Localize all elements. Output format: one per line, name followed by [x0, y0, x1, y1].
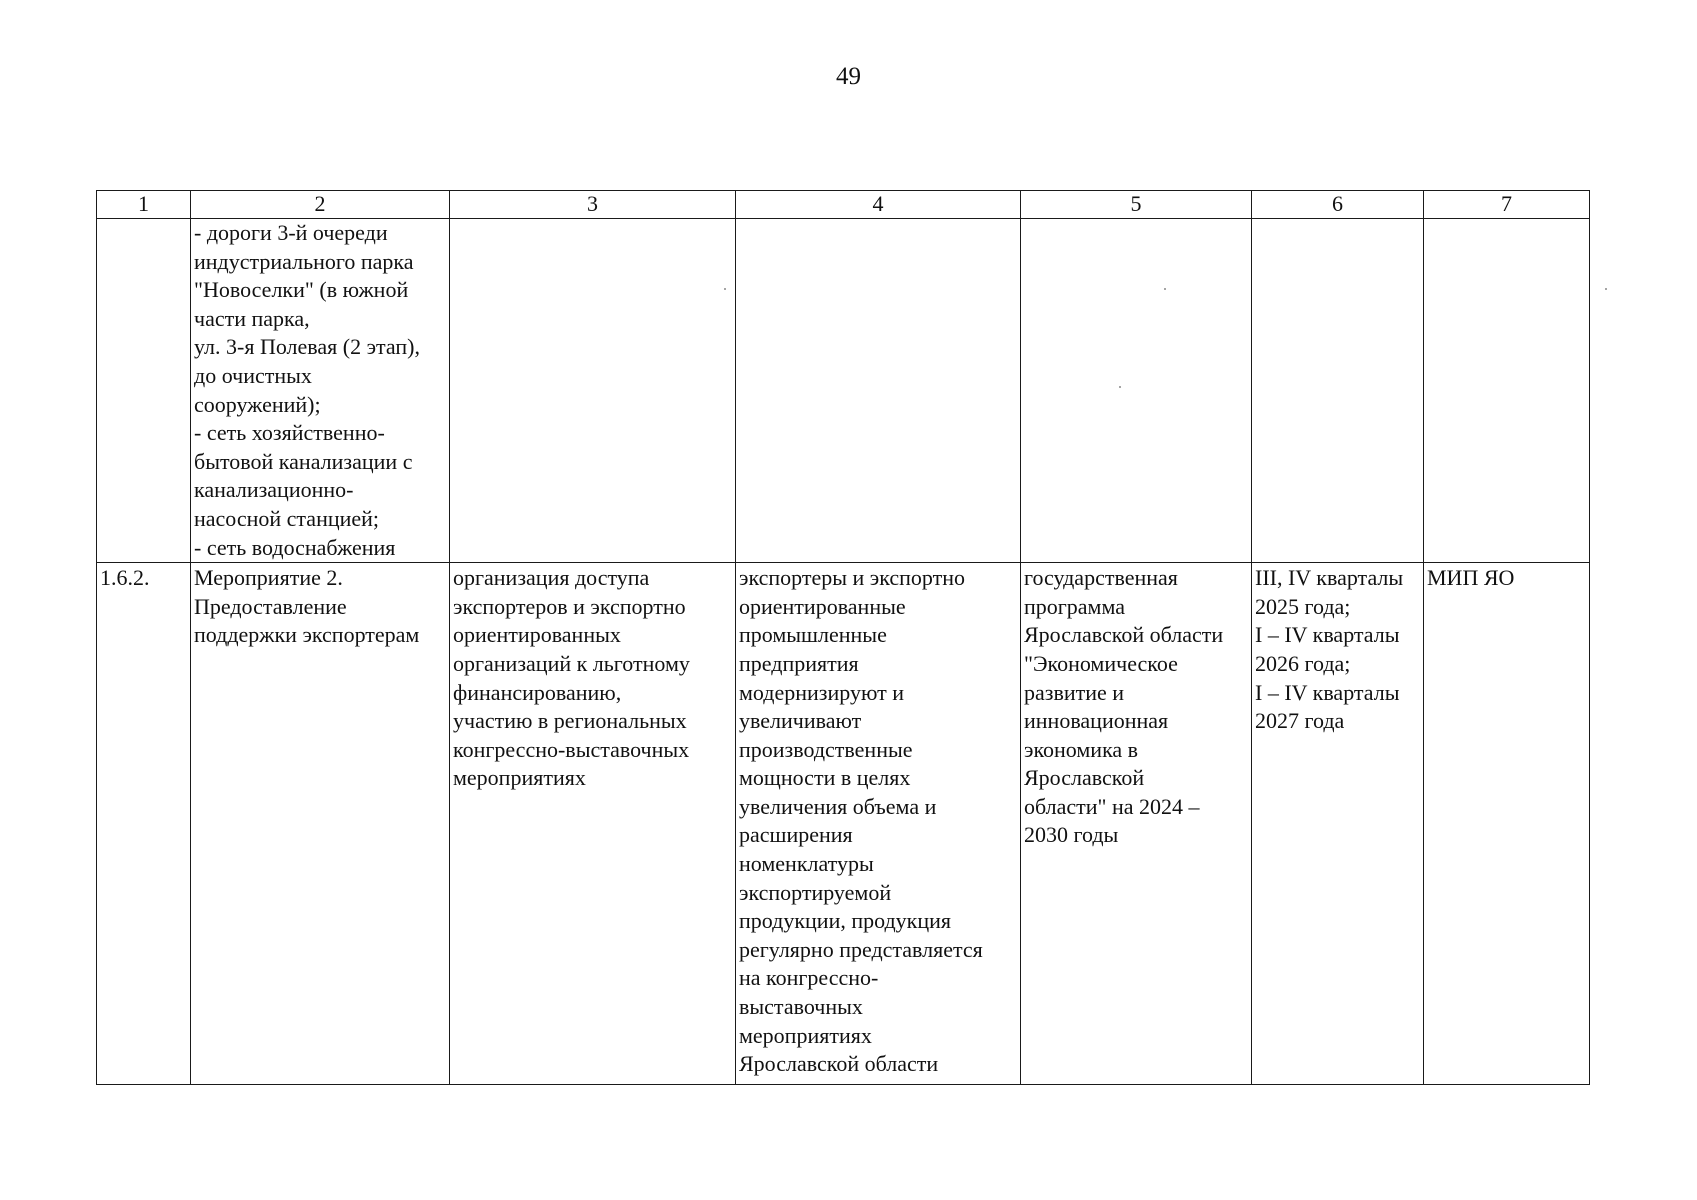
cell-result: [736, 563, 1021, 1085]
cell-text-line: промышленные: [739, 622, 887, 648]
scan-speck: [1119, 386, 1121, 388]
scan-speck: [1605, 288, 1607, 290]
cell-text-line: - сеть хозяйственно-: [194, 420, 385, 446]
scan-speck: [1164, 288, 1166, 290]
cell-text-line: финансированию,: [453, 679, 622, 705]
cell-text-line: мероприятиях: [453, 765, 586, 791]
cell-text-line: Ярославской области: [739, 1051, 939, 1077]
cell-text-line: МИП ЯО: [1427, 565, 1515, 591]
cell-text-line: I – IV кварталы: [1255, 622, 1400, 648]
cell-text-line: области" на 2024 –: [1024, 793, 1200, 819]
cell-text-line: канализационно-: [194, 477, 354, 503]
column-header-4: 4: [736, 191, 1021, 219]
cell-text-line: "Новоселки" (в южной: [194, 277, 409, 303]
cell-text-line: мощности в целях: [739, 765, 911, 791]
cell-text-line: предприятия: [739, 650, 859, 676]
cell-text-line: продукции, продукция: [739, 908, 952, 934]
cell-text-line: экономика в: [1024, 736, 1139, 762]
cell-text-line: мероприятиях: [739, 1022, 872, 1048]
cell-text-line: индустриального парка: [194, 248, 414, 274]
cell-text-line: поддержки экспортерам: [194, 622, 420, 648]
cell-text-line: на конгрессно-: [739, 965, 879, 991]
cell-text-line: ориентированных: [453, 622, 621, 648]
measures-table: [96, 190, 1590, 1085]
cell-text-line: "Экономическое: [1024, 650, 1178, 676]
cell-text-line: участию в региональных: [453, 708, 687, 734]
cell-text-line: 2030 годы: [1024, 822, 1119, 848]
cell-description: [450, 563, 736, 1085]
cell-text-line: насосной станцией;: [194, 505, 380, 531]
column-header-7: 7: [1424, 191, 1590, 219]
cell-text-line: модернизируют и: [739, 679, 904, 705]
cell-text-line: Мероприятие 2.: [194, 565, 343, 591]
cell-text-line: бытовой канализации с: [194, 448, 413, 474]
cell-text-line: 2026 года;: [1255, 650, 1351, 676]
cell-text-line: производственные: [739, 736, 913, 762]
cell-text-line: 1.6.2.: [100, 565, 150, 591]
cell-text-line: регулярно представляется: [739, 936, 983, 962]
table-row-1-6-2: [97, 563, 1590, 1085]
cell-text-line: сооружений);: [194, 391, 321, 417]
cell-program: [1021, 219, 1252, 563]
column-header-2: 2: [191, 191, 450, 219]
cell-text-line: Ярославской: [1024, 765, 1145, 791]
cell-text-line: 2025 года;: [1255, 593, 1351, 619]
cell-measure: [191, 563, 450, 1085]
cell-text-line: - дороги 3-й очереди: [194, 220, 388, 245]
cell-text-line: расширения: [739, 822, 853, 848]
cell-text-line: конгрессно-выставочных: [453, 736, 690, 762]
cell-text-line: номенклатуры: [739, 851, 874, 877]
cell-period: [1252, 563, 1424, 1085]
cell-description: [450, 219, 736, 563]
column-header-5: 5: [1021, 191, 1252, 219]
cell-text-line: государственная: [1024, 565, 1178, 591]
cell-text-line: Ярославской области: [1024, 622, 1224, 648]
scan-speck: [724, 288, 726, 290]
cell-text-line: инновационная: [1024, 708, 1169, 734]
cell-text-line: до очистных: [194, 362, 312, 388]
cell-executor: [1424, 563, 1590, 1085]
cell-text-line: III, IV кварталы: [1255, 565, 1404, 591]
cell-text-line: организация доступа: [453, 565, 650, 591]
cell-text-line: Предоставление: [194, 593, 347, 619]
cell-text-line: экспортируемой: [739, 879, 892, 905]
cell-text-line: ул. 3-я Полевая (2 этап),: [194, 334, 421, 360]
cell-text-line: увеличивают: [739, 708, 862, 734]
cell-text-line: I – IV кварталы: [1255, 679, 1400, 705]
cell-text-line: выставочных: [739, 994, 863, 1020]
cell-number: [97, 219, 191, 563]
cell-text-line: - сеть водоснабжения: [194, 534, 396, 560]
cell-program: [1021, 563, 1252, 1085]
cell-number: [97, 563, 191, 1085]
cell-text-line: экспортеров и экспортно: [453, 593, 686, 619]
cell-measure: [191, 219, 450, 563]
table-row-continuation: [97, 219, 1590, 563]
cell-text-line: 2027 года: [1255, 708, 1345, 734]
column-header-6: 6: [1252, 191, 1424, 219]
cell-text-line: части парка,: [194, 305, 310, 331]
cell-text-line: экспортеры и экспортно: [739, 565, 965, 591]
column-header-1: 1: [97, 191, 191, 219]
cell-executor: [1424, 219, 1590, 563]
cell-text-line: ориентированные: [739, 593, 906, 619]
cell-text-line: программа: [1024, 593, 1126, 619]
cell-result: [736, 219, 1021, 563]
cell-text-line: увеличения объема и: [739, 793, 937, 819]
column-header-3: 3: [450, 191, 736, 219]
cell-text-line: развитие и: [1024, 679, 1125, 705]
page-number: 49: [836, 63, 861, 90]
cell-text-line: организаций к льготному: [453, 650, 690, 676]
header-row: [97, 191, 1590, 219]
cell-period: [1252, 219, 1424, 563]
